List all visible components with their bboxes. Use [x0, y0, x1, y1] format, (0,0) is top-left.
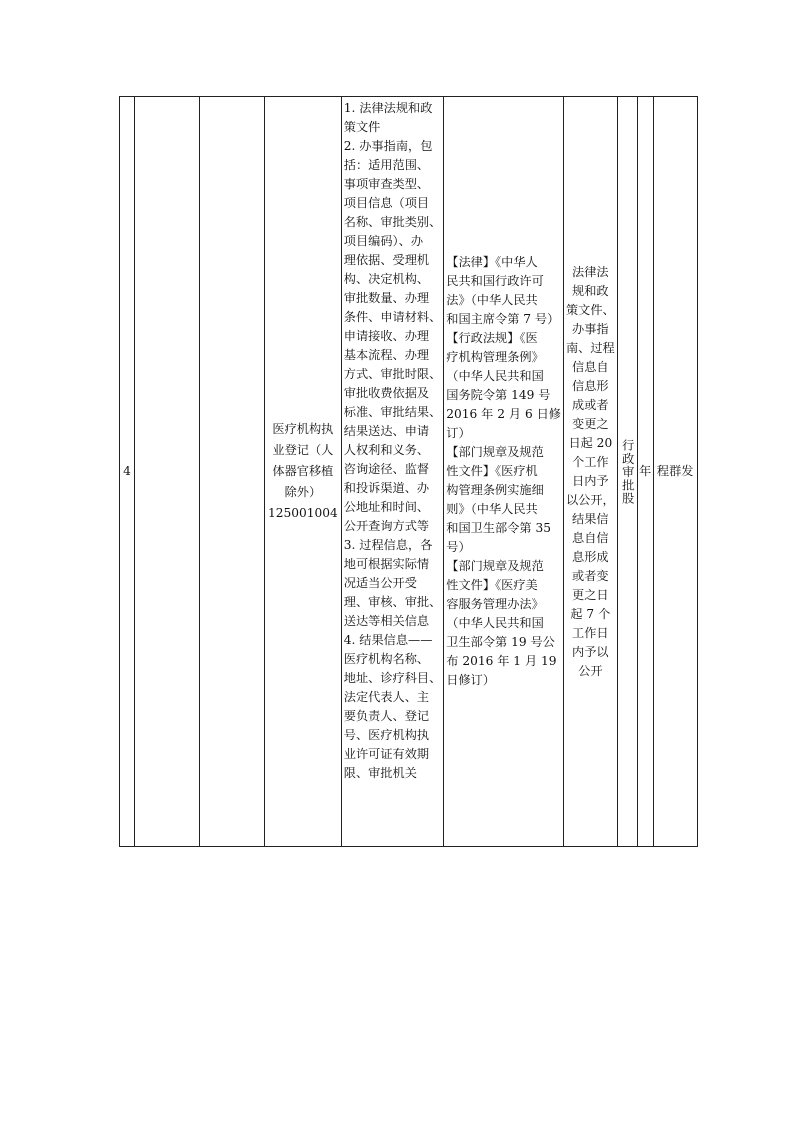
content-line: 结果送达、申请	[343, 424, 430, 438]
content-line: 限、审批机关	[343, 766, 417, 780]
basis-line: 【部门规章及规范	[446, 559, 544, 573]
basis-line: 日修订）	[446, 673, 496, 687]
time-limit-line: 日内予	[572, 473, 609, 488]
content-line: 名称、审批类别、	[343, 215, 442, 229]
time-limit-line: 内予以	[572, 644, 609, 659]
content-line: 理、审核、审批、	[343, 595, 442, 609]
basis-line: 【行政法规】《医	[446, 331, 538, 345]
content-line: 咨询途径、监督	[343, 462, 430, 476]
time-limit-line: 息形成	[572, 549, 609, 564]
time-limit-line: 法律法	[572, 264, 609, 279]
content-line: 策文件	[343, 120, 381, 134]
time-limit-line: 变更之	[572, 416, 609, 431]
time-limit-line: 规和政	[572, 283, 609, 298]
time-limit-line: 信息自	[572, 359, 609, 374]
program-cell: 程群发	[653, 97, 697, 847]
basis-line: 2016 年 2 月 6 日修	[446, 407, 561, 421]
content-line: 方式、审批时限、	[343, 367, 442, 381]
content-lines	[344, 99, 442, 783]
content-line: 括：适用范围、	[343, 158, 430, 172]
content-line: 医疗机构名称、	[343, 652, 430, 666]
content-line: 事项审查类型、	[343, 177, 430, 191]
content-line: 4. 结果信息——	[343, 633, 433, 647]
content-line: 审批数量、办理	[343, 291, 430, 305]
content-line: 况适当公开受	[343, 576, 417, 590]
basis-line: 则》（中华人民共	[446, 502, 538, 516]
item-name-line: 业登记（人	[272, 443, 334, 457]
time-limit-line: 日起 20	[568, 435, 613, 450]
time-limit-line: 或者变	[572, 568, 609, 583]
content-line: 审批收费依据及	[343, 386, 430, 400]
content-line: 地可根据实际情	[343, 557, 430, 571]
disclosure-content-cell	[341, 97, 444, 847]
content-line: 要负责人、登记	[343, 709, 430, 723]
time-limit-line: 以公开，	[565, 492, 615, 507]
time-limit-lines	[566, 263, 615, 681]
time-limit-line: 个工作	[572, 454, 609, 469]
time-limit-line: 结果信	[572, 511, 609, 526]
basis-line: 和国主席令第 7 号）	[446, 312, 560, 326]
subject-text: 行政审批股	[620, 438, 635, 505]
basis-line: 【法律】《中华人	[446, 255, 538, 269]
item-code: 125001004	[268, 506, 338, 520]
basis-line: 卫生部令第 19 号公	[446, 635, 555, 649]
content-line: 人权利和义务、	[343, 443, 430, 457]
basis-line: 构管理条例实施细	[446, 483, 544, 497]
content-line: 基本流程、办理	[343, 348, 430, 362]
time-limit-line: 更之日	[572, 587, 609, 602]
time-limit-line: 策文件、	[565, 302, 615, 317]
content-line: 项目编码）、办	[343, 234, 424, 248]
content-line: 送达等相关信息	[343, 614, 430, 628]
content-line: 和投诉渠道、办	[343, 481, 430, 495]
basis-line: 性文件】《医疗机	[446, 464, 538, 478]
content-line: 3. 过程信息，各	[343, 538, 433, 552]
content-line: 公开查询方式等	[343, 519, 430, 533]
time-limit-line: 起 7 个	[570, 606, 611, 621]
basis-line: 订）	[446, 426, 471, 440]
row-index: 4	[120, 97, 135, 847]
content-line: 项目信息（项目	[343, 196, 430, 210]
content-line: 申请接收、办理	[343, 329, 430, 343]
content-line: 构、决定机构、	[343, 272, 430, 286]
time-limit-line: 办事指	[572, 321, 609, 336]
time-limit-line: 信息形	[572, 378, 609, 393]
basis-line: 和国卫生部令第 35	[446, 521, 551, 535]
content-line: 条件、申请材料、	[343, 310, 442, 324]
basis-line: 号）	[446, 540, 471, 554]
basis-line: 布 2016 年 1 月 19	[446, 654, 557, 668]
subject-cell	[617, 97, 637, 847]
content-line: 号、医疗机构执	[343, 728, 430, 742]
content-line: 公地址和时间、	[343, 500, 430, 514]
time-limit-cell	[563, 97, 617, 847]
content-line: 标准、审批结果、	[343, 405, 442, 419]
item-name-line: 医疗机构执	[272, 422, 334, 436]
time-limit-line: 息自信	[572, 530, 609, 545]
basis-line: 疗机构管理条例》	[446, 350, 544, 364]
basis-lines	[446, 253, 561, 690]
item-name-line: 除外）	[284, 485, 322, 499]
legal-basis-cell	[444, 97, 564, 847]
content-line: 1. 法律法规和政	[343, 101, 433, 115]
content-line: 2. 办事指南，包	[343, 139, 433, 153]
basis-line: 国务院令第 149 号	[446, 388, 551, 402]
basis-line: 法》（中华人民共	[446, 293, 538, 307]
time-limit-line: 工作日	[572, 625, 609, 640]
basis-line: 性文件】《医疗美	[446, 578, 538, 592]
time-limit-line: 公开	[578, 663, 603, 678]
basis-line: 【部门规章及规范	[446, 445, 544, 459]
disclosure-table	[119, 96, 698, 847]
basis-line: （中华人民共和国	[446, 369, 544, 383]
item-name-line: 体器官移植	[272, 464, 334, 478]
time-limit-line: 南、过程	[565, 340, 615, 355]
empty-cell-1	[135, 97, 200, 847]
basis-line: 容服务管理办法》	[446, 597, 544, 611]
time-limit-line: 成或者	[572, 397, 609, 412]
table-row	[120, 97, 698, 847]
content-line: 法定代表人、主	[343, 690, 430, 704]
year-cell: 年	[637, 97, 653, 847]
content-line: 理依据、受理机	[343, 253, 430, 267]
basis-line: 民共和国行政许可	[446, 274, 544, 288]
item-name-cell	[265, 97, 342, 847]
content-line: 地址、诊疗科目、	[343, 671, 442, 685]
empty-cell-2	[200, 97, 265, 847]
basis-line: （中华人民共和国	[446, 616, 544, 630]
content-line: 业许可证有效期	[343, 747, 430, 761]
